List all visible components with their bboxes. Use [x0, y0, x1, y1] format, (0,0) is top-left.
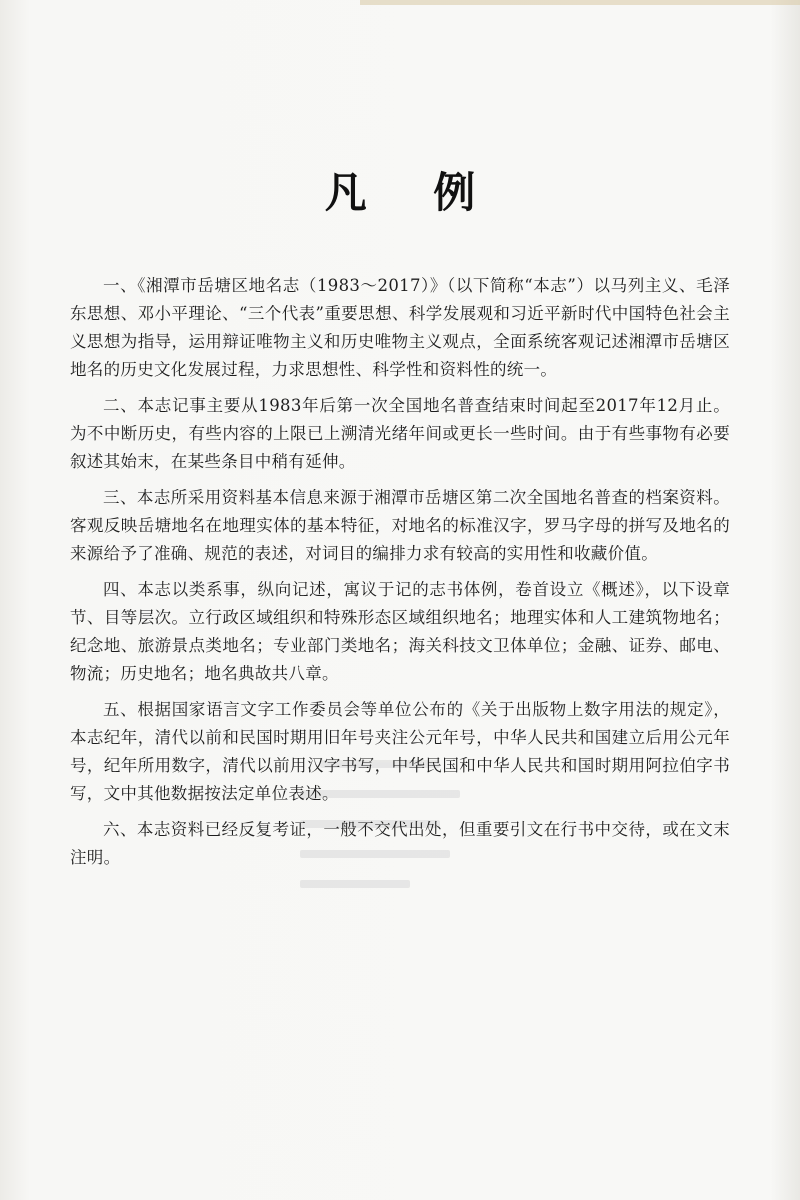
paragraph-2: 二、本志记事主要从1983年后第一次全国地名普查结束时间起至2017年12月止。为不中断历史，有些内容的上限已上溯清光绪年间或更长一些时间。由于有些事物有必要叙述其始末，在某些条目中稍有延伸。	[70, 396, 730, 471]
paragraph-5: 五、根据国家语言文字工作委员会等单位公布的《关于出版物上数字用法的规定》，本志纪年，清代以前和民国时期用旧年号夹注公元年号，中华人民共和国建立后用公元年号，纪年所用数字，清代以前用汉字书写，中华民国和中华人民共和国时期用阿拉伯字书写，文中其他数据按法定单位表述。	[70, 700, 730, 803]
paragraph-1: 一、《湘潭市岳塘区地名志（1983～2017）》（以下简称“本志”）以马列主义、毛泽东思想、邓小平理论、“三个代表”重要思想、科学发展观和习近平新时代中国特色社会主义思想为指导，运用辩证唯物主义和历史唯物主义观点，全面系统客观记述湘潭市岳塘区地名的历史文化发展过程，力求思想性、科学性和资料性的统一。	[70, 276, 730, 379]
paragraph-6: 六、本志资料已经反复考证，一般不交代出处，但重要引文在行书中交待，或在文末注明。	[70, 820, 730, 867]
page-top-edge	[360, 0, 800, 5]
body-text	[70, 272, 730, 880]
paragraph-4: 四、本志以类系事，纵向记述，寓议于记的志书体例，卷首设立《概述》，以下设章节、目等层次。立行政区域组织和特殊形态区域组织地名；地理实体和人工建筑物地名；纪念地、旅游景点类地名；专业部门类地名；海关科技文卫体单位；金融、证券、邮电、物流；历史地名；地名典故共八章。	[70, 580, 730, 683]
paragraph-3: 三、本志所采用资料基本信息来源于湘潭市岳塘区第二次全国地名普查的档案资料。客观反映岳塘地名在地理实体的基本特征，对地名的标准汉字，罗马字母的拼写及地名的来源给予了准确、规范的表述，对词目的编排力求有较高的实用性和收藏价值。	[70, 488, 730, 563]
page-title: 凡 例	[324, 168, 502, 217]
